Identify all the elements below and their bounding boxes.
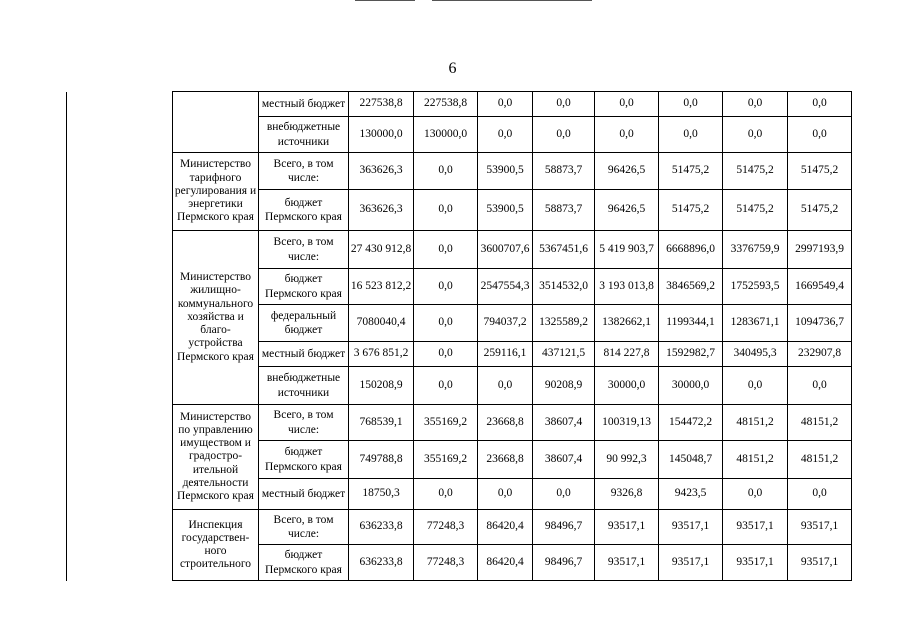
value-cell: 16 523 812,2 [349,269,414,305]
funding-source-cell: Всего, в том числе: [259,405,349,441]
value-cell: 814 227,8 [595,342,659,367]
value-cell: 48151,2 [723,405,788,441]
value-cell: 93517,1 [788,510,852,545]
funding-source-cell: внебюджетные источники [259,117,349,153]
value-cell: 48151,2 [788,441,852,479]
value-cell: 0,0 [659,117,723,153]
value-cell: 2547554,3 [478,269,533,305]
value-cell: 636233,8 [349,510,414,545]
value-cell: 30000,0 [659,367,723,405]
value-cell: 3376759,9 [723,231,788,269]
organization-cell: Инспекция государствен-ного строительного [173,510,259,581]
value-cell: 9326,8 [595,479,659,510]
value-cell: 355169,2 [414,405,478,441]
value-cell: 3 193 013,8 [595,269,659,305]
value-cell: 3 676 851,2 [349,342,414,367]
value-cell: 1199344,1 [659,305,723,342]
value-cell: 23668,8 [478,405,533,441]
value-cell: 1669549,4 [788,269,852,305]
value-cell: 51475,2 [659,153,723,190]
value-cell: 100319,13 [595,405,659,441]
value-cell: 5367451,6 [533,231,595,269]
value-cell: 1752593,5 [723,269,788,305]
funding-source-cell: бюджет Пермского края [259,269,349,305]
table-row [67,153,852,190]
organization-cell: Министерство жилищно-коммунального хозяйства и благо-устройства Пермского края [173,231,259,405]
value-cell: 130000,0 [414,117,478,153]
value-cell: 0,0 [788,92,852,117]
value-cell: 154472,2 [659,405,723,441]
value-cell: 48151,2 [788,405,852,441]
funding-source-cell: местный бюджет [259,92,349,117]
value-cell: 6668896,0 [659,231,723,269]
funding-source-cell: бюджет Пермского края [259,545,349,581]
value-cell: 77248,3 [414,510,478,545]
funding-source-cell: бюджет Пермского края [259,190,349,231]
value-cell: 437121,5 [533,342,595,367]
value-cell: 1325589,2 [533,305,595,342]
value-cell: 9423,5 [659,479,723,510]
value-cell: 363626,3 [349,190,414,231]
value-cell: 7080040,4 [349,305,414,342]
value-cell: 145048,7 [659,441,723,479]
value-cell: 51475,2 [723,153,788,190]
funding-source-cell: внебюджетные источники [259,367,349,405]
value-cell: 23668,8 [478,441,533,479]
value-cell: 98496,7 [533,510,595,545]
value-cell: 48151,2 [723,441,788,479]
value-cell: 27 430 912,8 [349,231,414,269]
value-cell: 96426,5 [595,153,659,190]
value-cell: 749788,8 [349,441,414,479]
value-cell: 93517,1 [723,510,788,545]
header-rule-right [432,0,592,1]
value-cell: 1592982,7 [659,342,723,367]
funding-source-cell: местный бюджет [259,479,349,510]
table-row [67,405,852,441]
value-cell: 53900,5 [478,153,533,190]
value-cell: 93517,1 [788,545,852,581]
value-cell: 227538,8 [414,92,478,117]
value-cell: 0,0 [414,269,478,305]
value-cell: 1094736,7 [788,305,852,342]
value-cell: 86420,4 [478,510,533,545]
value-cell: 0,0 [478,367,533,405]
funding-source-cell: федеральный бюджет [259,305,349,342]
funding-source-cell: бюджет Пермского края [259,441,349,479]
value-cell: 0,0 [478,117,533,153]
value-cell: 0,0 [533,479,595,510]
value-cell: 51475,2 [659,190,723,231]
value-cell: 0,0 [595,92,659,117]
value-cell: 98496,7 [533,545,595,581]
page-number: 6 [448,60,457,77]
value-cell: 5 419 903,7 [595,231,659,269]
funding-source-cell: местный бюджет [259,342,349,367]
value-cell: 794037,2 [478,305,533,342]
organization-cell [173,92,259,153]
value-cell: 90208,9 [533,367,595,405]
value-cell: 0,0 [414,342,478,367]
value-cell: 90 992,3 [595,441,659,479]
value-cell: 38607,4 [533,441,595,479]
value-cell: 150208,9 [349,367,414,405]
value-cell: 3846569,2 [659,269,723,305]
value-cell: 259116,1 [478,342,533,367]
value-cell: 636233,8 [349,545,414,581]
value-cell: 768539,1 [349,405,414,441]
value-cell: 58873,7 [533,153,595,190]
value-cell: 93517,1 [723,545,788,581]
value-cell: 0,0 [533,92,595,117]
value-cell: 58873,7 [533,190,595,231]
value-cell: 227538,8 [349,92,414,117]
value-cell: 51475,2 [723,190,788,231]
value-cell: 0,0 [414,305,478,342]
value-cell: 0,0 [659,92,723,117]
value-cell: 18750,3 [349,479,414,510]
value-cell: 1382662,1 [595,305,659,342]
value-cell: 3600707,6 [478,231,533,269]
value-cell: 0,0 [414,231,478,269]
value-cell: 51475,2 [788,190,852,231]
value-cell: 0,0 [478,92,533,117]
budget-table [66,91,852,581]
value-cell: 0,0 [723,117,788,153]
value-cell: 340495,3 [723,342,788,367]
value-cell: 93517,1 [595,510,659,545]
value-cell: 232907,8 [788,342,852,367]
value-cell: 1283671,1 [723,305,788,342]
value-cell: 93517,1 [659,510,723,545]
funding-source-cell: Всего, в том числе: [259,231,349,269]
value-cell: 0,0 [723,92,788,117]
value-cell: 0,0 [414,153,478,190]
value-cell: 355169,2 [414,441,478,479]
value-cell: 363626,3 [349,153,414,190]
header-rule-left [355,0,415,1]
value-cell: 0,0 [414,367,478,405]
value-cell: 0,0 [788,117,852,153]
number-column-cell [67,92,173,581]
budget-table-container [66,91,852,580]
value-cell: 0,0 [595,117,659,153]
funding-source-cell: Всего, в том числе: [259,153,349,190]
value-cell: 51475,2 [788,153,852,190]
value-cell: 0,0 [414,190,478,231]
value-cell: 93517,1 [659,545,723,581]
value-cell: 93517,1 [595,545,659,581]
value-cell: 0,0 [788,367,852,405]
value-cell: 0,0 [533,117,595,153]
value-cell: 38607,4 [533,405,595,441]
table-row [67,92,852,117]
organization-cell: Министерство тарифного регулирования и энергетики Пермского края [173,153,259,231]
value-cell: 0,0 [414,479,478,510]
value-cell: 0,0 [788,479,852,510]
value-cell: 3514532,0 [533,269,595,305]
value-cell: 30000,0 [595,367,659,405]
funding-source-cell: Всего, в том числе: [259,510,349,545]
value-cell: 96426,5 [595,190,659,231]
value-cell: 0,0 [723,367,788,405]
table-row [67,510,852,545]
value-cell: 2997193,9 [788,231,852,269]
value-cell: 77248,3 [414,545,478,581]
value-cell: 0,0 [478,479,533,510]
organization-cell: Министерство по управлению имуществом и градостро-ительной деятельности Пермского края [173,405,259,510]
value-cell: 0,0 [723,479,788,510]
value-cell: 86420,4 [478,545,533,581]
table-row [67,231,852,269]
value-cell: 53900,5 [478,190,533,231]
value-cell: 130000,0 [349,117,414,153]
